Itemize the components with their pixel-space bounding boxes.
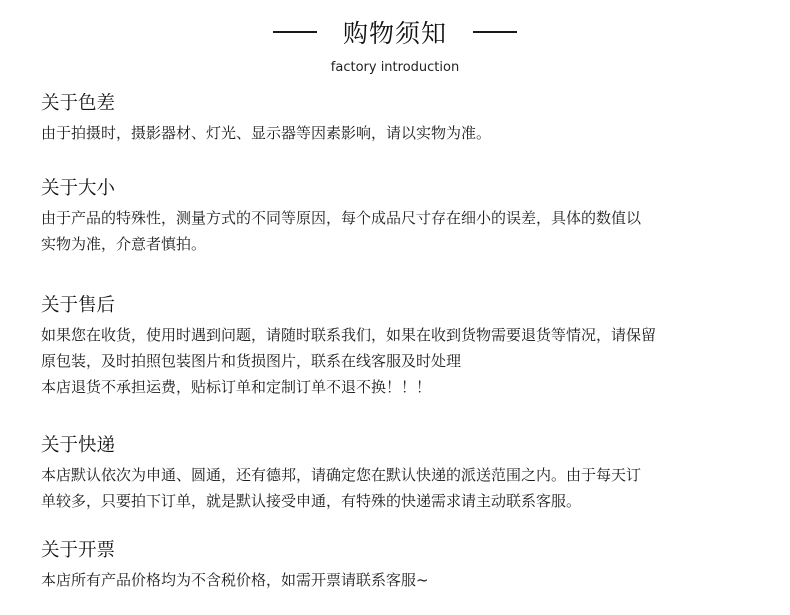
section-express: [41, 432, 761, 514]
section-size: [41, 175, 761, 257]
page-header: [0, 12, 790, 75]
section-body: [41, 120, 761, 146]
section-invoice: [41, 537, 761, 593]
body-line: 由于产品的特殊性，测量方式的不同等原因，每个成品尺寸存在细小的误差，具体的数值以: [41, 209, 642, 227]
section-heading: 关于大小: [41, 178, 116, 199]
section-body: [41, 205, 761, 257]
body-line: 单较多，只要拍下订单，就是默认接受申通，有特殊的快递需求请主动联系客服。: [41, 492, 582, 510]
section-after-sales: [41, 292, 761, 400]
section-color-difference: [41, 90, 761, 146]
body-line: 本店默认依次为申通、圆通，还有德邦，请确定您在默认快递的派送范围之内。由于每天订: [41, 466, 642, 484]
body-line: 原包装，及时拍照包装图片和货损图片，联系在线客服及时处理: [41, 352, 462, 370]
body-line: 实物为准，介意者慎拍。: [41, 235, 207, 253]
section-body: [41, 462, 761, 514]
page-subtitle: factory introduction: [330, 60, 460, 75]
page-title: 购物须知: [342, 19, 447, 48]
title-left-rule: [273, 31, 317, 33]
body-line: 如果您在收货，使用时遇到问题，请随时联系我们，如果在收到货物需要退货等情况，请保留: [41, 326, 657, 344]
section-heading: 关于售后: [41, 295, 116, 316]
section-heading: 关于开票: [41, 540, 116, 561]
section-body: [41, 322, 761, 400]
section-body: [41, 567, 761, 593]
section-heading: 关于快递: [41, 435, 116, 456]
section-heading: 关于色差: [41, 93, 116, 114]
body-line: 由于拍摄时，摄影器材、灯光、显示器等因素影响，请以实物为准。: [41, 124, 492, 142]
body-line: 本店退货不承担运费，贴标订单和定制订单不退不换！！！: [41, 378, 432, 396]
body-line: 本店所有产品价格均为不含税价格，如需开票请联系客服~: [41, 571, 429, 589]
title-right-rule: [473, 31, 517, 33]
title-row: [0, 12, 790, 52]
